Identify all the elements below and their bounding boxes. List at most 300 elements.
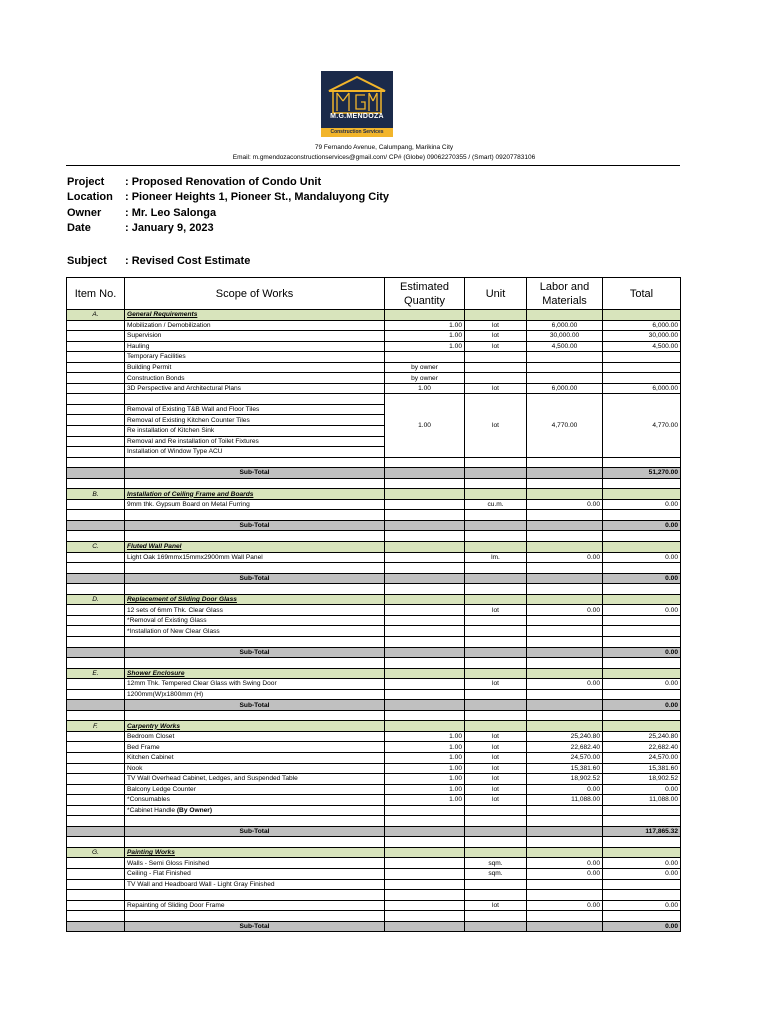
item-no-cell: D. [67, 594, 125, 605]
item-cell [67, 911, 125, 922]
table-row [67, 658, 681, 669]
unit-cell [465, 510, 527, 521]
item-cell [67, 868, 125, 879]
table-row [67, 320, 681, 331]
total-cell: 0.00 [603, 858, 681, 869]
labor-materials-cell: 0.00 [527, 552, 603, 563]
item-cell [67, 731, 125, 742]
owner-value: : Mr. Leo Salonga [125, 207, 217, 219]
total-cell: 15,381.60 [603, 763, 681, 774]
item-no-cell: A. [67, 310, 125, 321]
unit-cell: lot [465, 383, 527, 394]
total-cell [603, 615, 681, 626]
table-row [67, 605, 681, 616]
header-labor-materials: Labor and Materials [527, 278, 603, 310]
unit-cell: cu.m. [465, 499, 527, 510]
labor-materials-cell [527, 837, 603, 848]
item-cell [67, 352, 125, 363]
table-row [67, 679, 681, 690]
table-row [67, 615, 681, 626]
item-cell [67, 499, 125, 510]
table-row [67, 352, 681, 363]
empty-cell [527, 700, 603, 711]
empty-cell [603, 594, 681, 605]
quantity-cell: by owner [385, 373, 465, 384]
table-row [67, 837, 681, 848]
item-cell [67, 478, 125, 489]
header-divider [66, 165, 680, 166]
empty-cell [385, 594, 465, 605]
item-cell [67, 373, 125, 384]
labor-materials-cell [527, 615, 603, 626]
subtotal-label: Sub-Total [125, 826, 385, 837]
quantity-cell: 1.00 [385, 331, 465, 342]
total-cell [603, 563, 681, 574]
scope-cell: Construction Bonds [125, 373, 385, 384]
owner-label: Owner [67, 207, 102, 219]
section-title-cell: Installation of Ceiling Frame and Boards [125, 489, 385, 500]
empty-cell [385, 921, 465, 932]
total-cell [603, 457, 681, 468]
item-cell [67, 689, 125, 700]
scope-text: *Cabinet Handle [127, 806, 176, 814]
subtotal-value: 0.00 [603, 573, 681, 584]
unit-cell [465, 710, 527, 721]
total-cell [603, 879, 681, 890]
section-header-row [67, 847, 681, 858]
subject-line [67, 255, 250, 267]
empty-cell [527, 573, 603, 584]
table-row [67, 795, 681, 806]
table-header-row [67, 278, 681, 310]
scope-cell: Light Oak 169mmx15mmx2900mm Wall Panel [125, 552, 385, 563]
scope-cell: Bedroom Closet [125, 731, 385, 742]
quantity-cell: 1.00 [385, 320, 465, 331]
table-row [67, 499, 681, 510]
subtotal-value: 0.00 [603, 921, 681, 932]
total-cell: 18,902.52 [603, 774, 681, 785]
section-header-row [67, 542, 681, 553]
empty-cell [603, 721, 681, 732]
labor-materials-cell [527, 373, 603, 384]
labor-materials-cell: 6,000.00 [527, 383, 603, 394]
scope-cell [125, 510, 385, 521]
project-value: : Proposed Renovation of Condo Unit [125, 176, 322, 188]
unit-cell: lm. [465, 552, 527, 563]
scope-cell [125, 816, 385, 827]
scope-cell [125, 478, 385, 489]
section-title-cell: Shower Enclosure [125, 668, 385, 679]
labor-materials-cell [527, 478, 603, 489]
subtotal-row [67, 921, 681, 932]
quantity-cell [385, 658, 465, 669]
table-row [67, 362, 681, 373]
item-cell [67, 752, 125, 763]
unit-cell: lot [465, 752, 527, 763]
item-cell [67, 457, 125, 468]
total-cell [603, 658, 681, 669]
unit-cell: lot [465, 731, 527, 742]
empty-cell [465, 573, 527, 584]
item-cell [67, 858, 125, 869]
empty-cell [385, 847, 465, 858]
empty-cell [465, 826, 527, 837]
scope-cell: 1200mm(W)x1800mm (H) [125, 689, 385, 700]
unit-cell [465, 362, 527, 373]
table-row [67, 868, 681, 879]
empty-cell [603, 489, 681, 500]
labor-materials-cell: 15,381.60 [527, 763, 603, 774]
location-value: : Pioneer Heights 1, Pioneer St., Mandaluyong City [125, 191, 390, 203]
subtotal-label: Sub-Total [125, 700, 385, 711]
labor-materials-cell: 0.00 [527, 605, 603, 616]
section-title-cell: Fluted Wall Panel [125, 542, 385, 553]
scope-cell: Balcony Ledge Counter [125, 784, 385, 795]
company-contact: Email: m.gmendozaconstructionservices@gmail.com/ CP# (Globe) 09062270355 / (Smart) 09207783106 [232, 154, 536, 161]
total-cell: 0.00 [603, 900, 681, 911]
item-cell [67, 605, 125, 616]
item-no-cell: G. [67, 847, 125, 858]
scope-cell: Bed Frame [125, 742, 385, 753]
table-row [67, 742, 681, 753]
header-unit: Unit [465, 278, 527, 310]
total-cell: 6,000.00 [603, 383, 681, 394]
table-row [67, 731, 681, 742]
table-row [67, 584, 681, 595]
empty-cell [603, 310, 681, 321]
quantity-cell [385, 626, 465, 637]
scope-cell: *Consumables [125, 795, 385, 806]
scope-cell [125, 710, 385, 721]
item-cell [67, 710, 125, 721]
empty-cell [527, 310, 603, 321]
unit-cell [465, 615, 527, 626]
logo-building-icon [321, 71, 393, 115]
unit-cell: lot [465, 795, 527, 806]
unit-cell [465, 890, 527, 901]
unit-cell [465, 837, 527, 848]
subtotal-row [67, 826, 681, 837]
quantity-cell: by owner [385, 362, 465, 373]
empty-cell [465, 921, 527, 932]
empty-cell [527, 847, 603, 858]
empty-cell [465, 310, 527, 321]
labor-materials-cell [527, 362, 603, 373]
labor-materials-cell: 4,500.00 [527, 341, 603, 352]
subtotal-label: Sub-Total [125, 647, 385, 658]
total-cell: 0.00 [603, 552, 681, 563]
scope-cell [125, 394, 385, 405]
empty-cell [385, 647, 465, 658]
total-cell: 0.00 [603, 499, 681, 510]
quantity-cell [385, 552, 465, 563]
item-cell [67, 320, 125, 331]
total-cell: 30,000.00 [603, 331, 681, 342]
total-cell: 0.00 [603, 784, 681, 795]
section-header-row [67, 594, 681, 605]
item-cell [67, 531, 125, 542]
labor-materials-cell [527, 710, 603, 721]
table-row [67, 394, 681, 405]
quantity-cell: 1.00 [385, 795, 465, 806]
labor-materials-cell: 18,902.52 [527, 774, 603, 785]
scope-cell: Mobilization / Demobilization [125, 320, 385, 331]
quantity-cell [385, 531, 465, 542]
quantity-cell: 1.00 [385, 341, 465, 352]
table-row [67, 563, 681, 574]
total-cell: 25,240.80 [603, 731, 681, 742]
company-address: 79 Fernando Avenue, Calumpang, Marikina City [314, 144, 454, 151]
unit-cell: lot [465, 605, 527, 616]
total-cell [603, 373, 681, 384]
scope-cell: 3D Perspective and Architectural Plans [125, 383, 385, 394]
scope-cell: Kitchen Cabinet [125, 752, 385, 763]
empty-cell [465, 700, 527, 711]
labor-materials-cell: 0.00 [527, 499, 603, 510]
scope-cell: Walls - Semi Gloss Finished [125, 858, 385, 869]
table-row [67, 341, 681, 352]
subtotal-value: 117,865.32 [603, 826, 681, 837]
item-cell [67, 563, 125, 574]
scope-cell: TV Wall Overhead Cabinet, Ledges, and Suspended Table [125, 774, 385, 785]
quantity-cell [385, 478, 465, 489]
item-cell [67, 700, 125, 711]
labor-materials-cell: 4,770.00 [527, 394, 603, 457]
quantity-cell: 1.00 [385, 742, 465, 753]
labor-materials-cell [527, 689, 603, 700]
total-cell: 11,088.00 [603, 795, 681, 806]
labor-materials-cell [527, 531, 603, 542]
item-cell [67, 774, 125, 785]
item-cell [67, 404, 125, 415]
scope-cell: Removal and Re installation of Toilet Fixtures [125, 436, 385, 447]
quantity-cell [385, 805, 465, 816]
table-body [67, 310, 681, 932]
scope-cell: *Removal of Existing Glass [125, 615, 385, 626]
table-row [67, 911, 681, 922]
date-value: : January 9, 2023 [125, 222, 214, 234]
subtotal-value: 0.00 [603, 520, 681, 531]
total-cell [603, 911, 681, 922]
labor-materials-cell [527, 510, 603, 521]
item-cell [67, 584, 125, 595]
empty-cell [465, 668, 527, 679]
section-header-row [67, 310, 681, 321]
quantity-cell [385, 499, 465, 510]
total-cell [603, 362, 681, 373]
labor-materials-cell: 0.00 [527, 784, 603, 795]
scope-cell: Removal of Existing Kitchen Counter Tiles [125, 415, 385, 426]
cost-estimate-table [66, 277, 681, 932]
item-cell [67, 900, 125, 911]
unit-cell [465, 531, 527, 542]
unit-cell [465, 689, 527, 700]
unit-cell: lot [465, 679, 527, 690]
scope-cell: 9mm thk. Gypsum Board on Metal Furring [125, 499, 385, 510]
scope-cell [125, 658, 385, 669]
item-no-cell: E. [67, 668, 125, 679]
item-no-cell: B. [67, 489, 125, 500]
item-cell [67, 890, 125, 901]
total-cell [603, 352, 681, 363]
table-row [67, 689, 681, 700]
empty-cell [465, 542, 527, 553]
labor-materials-cell: 22,682.40 [527, 742, 603, 753]
item-cell [67, 573, 125, 584]
empty-cell [385, 542, 465, 553]
project-line [67, 176, 321, 188]
table-row [67, 552, 681, 563]
subtotal-row [67, 700, 681, 711]
scope-cell: 12mm Thk. Tempered Clear Glass with Swing Door [125, 679, 385, 690]
quantity-cell [385, 636, 465, 647]
empty-cell [465, 721, 527, 732]
total-cell: 0.00 [603, 868, 681, 879]
empty-cell [385, 520, 465, 531]
item-cell [67, 921, 125, 932]
unit-cell: lot [465, 763, 527, 774]
quantity-cell: 1.00 [385, 763, 465, 774]
total-cell [603, 837, 681, 848]
table-row [67, 636, 681, 647]
scope-cell: Removal of Existing T&B Wall and Floor Tiles [125, 404, 385, 415]
item-no-cell: C. [67, 542, 125, 553]
total-cell [603, 805, 681, 816]
scope-cell: Temporary Facilities [125, 352, 385, 363]
table-row [67, 383, 681, 394]
total-cell [603, 510, 681, 521]
table-row [67, 510, 681, 521]
empty-cell [465, 489, 527, 500]
location-line [67, 191, 389, 203]
section-title-cell: Carpentry Works [125, 721, 385, 732]
unit-cell [465, 626, 527, 637]
empty-cell [603, 668, 681, 679]
scope-cell [125, 890, 385, 901]
labor-materials-cell [527, 626, 603, 637]
table-row [67, 784, 681, 795]
table-row [67, 763, 681, 774]
logo-company-name: M.G.MENDOZA [330, 113, 384, 120]
unit-cell [465, 478, 527, 489]
quantity-cell [385, 858, 465, 869]
item-no-cell: F. [67, 721, 125, 732]
quantity-cell [385, 510, 465, 521]
labor-materials-cell: 25,240.80 [527, 731, 603, 742]
quantity-cell [385, 900, 465, 911]
owner-line [67, 207, 216, 219]
empty-cell [527, 647, 603, 658]
labor-materials-cell [527, 658, 603, 669]
labor-materials-cell: 0.00 [527, 858, 603, 869]
empty-cell [527, 542, 603, 553]
subtotal-label: Sub-Total [125, 573, 385, 584]
total-cell [603, 816, 681, 827]
total-cell: 22,682.40 [603, 742, 681, 753]
item-cell [67, 837, 125, 848]
quantity-cell [385, 457, 465, 468]
empty-cell [527, 489, 603, 500]
unit-cell: lot [465, 900, 527, 911]
subtotal-value: 0.00 [603, 700, 681, 711]
labor-materials-cell: 0.00 [527, 679, 603, 690]
empty-cell [385, 721, 465, 732]
empty-cell [385, 826, 465, 837]
scope-cell: Supervision [125, 331, 385, 342]
empty-cell [603, 847, 681, 858]
unit-cell [465, 816, 527, 827]
table-row [67, 373, 681, 384]
total-cell [603, 584, 681, 595]
quantity-cell [385, 352, 465, 363]
item-cell [67, 331, 125, 342]
total-cell [603, 710, 681, 721]
empty-cell [465, 647, 527, 658]
table-row [67, 531, 681, 542]
quantity-cell: 1.00 [385, 394, 465, 457]
labor-materials-cell: 30,000.00 [527, 331, 603, 342]
item-cell [67, 636, 125, 647]
total-cell [603, 626, 681, 637]
table-row [67, 710, 681, 721]
labor-materials-cell [527, 352, 603, 363]
total-cell: 4,500.00 [603, 341, 681, 352]
item-cell [67, 341, 125, 352]
item-cell [67, 826, 125, 837]
empty-cell [465, 468, 527, 479]
total-cell: 0.00 [603, 679, 681, 690]
scope-cell: Building Permit [125, 362, 385, 373]
empty-cell [385, 468, 465, 479]
quantity-cell [385, 679, 465, 690]
item-cell [67, 647, 125, 658]
unit-cell: lot [465, 784, 527, 795]
item-cell [67, 763, 125, 774]
quantity-cell: 1.00 [385, 731, 465, 742]
section-title-cell: Painting Works [125, 847, 385, 858]
item-cell [67, 426, 125, 437]
item-cell [67, 805, 125, 816]
total-cell [603, 689, 681, 700]
total-cell [603, 890, 681, 901]
labor-materials-cell [527, 805, 603, 816]
empty-cell [385, 310, 465, 321]
scope-cell: Re installation of Kitchen Sink [125, 426, 385, 437]
labor-materials-cell [527, 563, 603, 574]
unit-cell: sqm. [465, 858, 527, 869]
item-cell [67, 795, 125, 806]
unit-cell [465, 636, 527, 647]
quantity-cell [385, 837, 465, 848]
empty-cell [465, 847, 527, 858]
unit-cell: lot [465, 341, 527, 352]
table-row [67, 879, 681, 890]
quantity-cell [385, 816, 465, 827]
quantity-cell [385, 615, 465, 626]
scope-cell [125, 911, 385, 922]
quantity-cell [385, 890, 465, 901]
date-label: Date [67, 222, 91, 234]
unit-cell [465, 805, 527, 816]
location-label: Location [67, 191, 113, 203]
subject-label: Subject [67, 255, 107, 267]
subtotal-row [67, 468, 681, 479]
table-row [67, 774, 681, 785]
item-cell [67, 415, 125, 426]
subtotal-label: Sub-Total [125, 468, 385, 479]
labor-materials-cell [527, 457, 603, 468]
empty-cell [527, 594, 603, 605]
